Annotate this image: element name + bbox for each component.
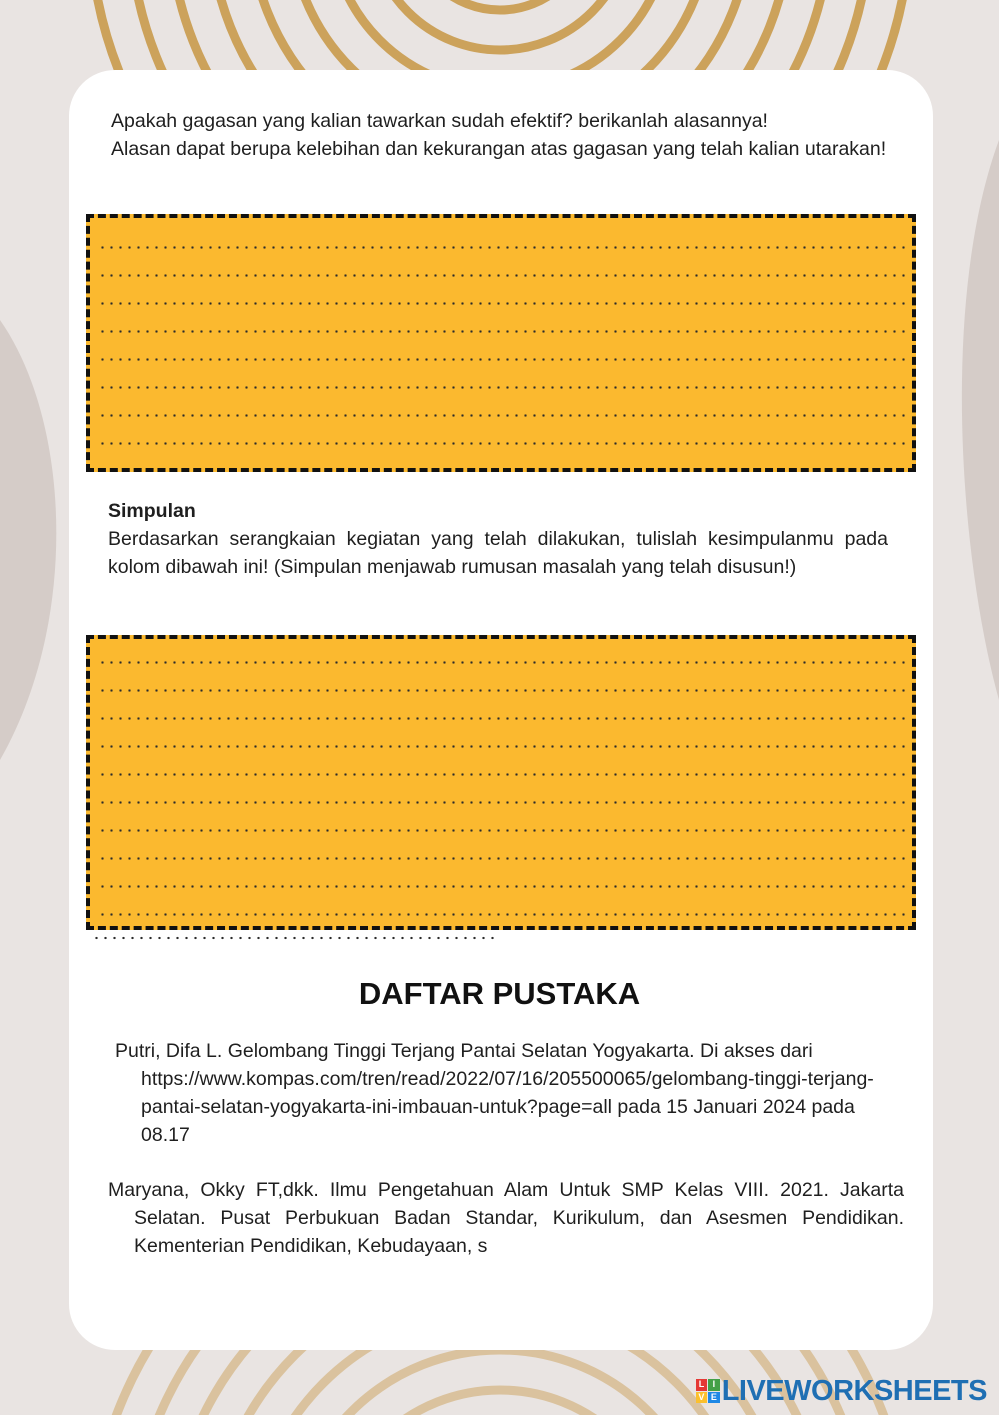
dotted-line [98, 274, 908, 277]
logo-letter: I [708, 1379, 720, 1391]
simpulan-heading: Simpulan [108, 500, 196, 522]
dotted-line [98, 358, 908, 361]
dotted-line [98, 386, 908, 389]
dotted-line [98, 857, 908, 860]
dotted-line [98, 246, 908, 249]
liveworksheets-logo-icon [696, 1379, 720, 1403]
dotted-line [98, 913, 908, 916]
bibliography-entry: Maryana, Okky FT,dkk. Ilmu Pengetahuan Alam Untuk SMP Kelas VIII. 2021. Jakarta Selatan. Pusat Perbukuan Badan Standar, Kurikulum, dan Asesmen Pendidikan. Kementerian Pendidikan, Kebudayaan, s [108, 1179, 904, 1257]
logo-letter: E [708, 1392, 720, 1404]
logo-letter: V [696, 1392, 708, 1404]
dotted-line [98, 801, 908, 804]
simpulan-instructions: Berdasarkan serangkaian kegiatan yang telah dilakukan, tulislah kesimpulanmu pada kolom dibawah ini! (Simpulan menjawab rumusan masalah yang telah disusun!) [108, 528, 888, 578]
dotted-line [98, 330, 908, 333]
dotted-line [98, 414, 908, 417]
dotted-line [98, 442, 908, 445]
dotted-line [98, 689, 908, 692]
question-line-1: Apakah gagasan yang kalian tawarkan sudah efektif? berikanlah alasannya! [111, 110, 768, 132]
liveworksheets-brand[interactable] [696, 1377, 987, 1405]
answer-box-simpulan[interactable] [86, 635, 916, 930]
dotted-line [98, 661, 908, 664]
dotted-line [98, 885, 908, 888]
question-line-2: Alasan dapat berupa kelebihan dan kekurangan atas gagasan yang telah kalian utarakan! [111, 137, 887, 160]
dotted-line [98, 829, 908, 832]
dotted-line [98, 717, 908, 720]
question-text [111, 108, 891, 163]
dotted-line [98, 745, 908, 748]
brand-text: LIVEWORKSHEETS [721, 1375, 987, 1407]
dotted-line-tail [92, 936, 494, 940]
dotted-line [98, 302, 908, 305]
logo-letter: L [696, 1379, 708, 1391]
bibliography-title: DAFTAR PUSTAKA [358, 976, 641, 1011]
answer-box-reason[interactable] [86, 214, 916, 472]
dotted-line [98, 773, 908, 776]
bibliography-entry: Putri, Difa L. Gelombang Tinggi Terjang Pantai Selatan Yogyakarta. Di akses dari https://www.kompas.com/tren/read/2022/07/16/205500065/gelombang-tinggi-terjang-pantai-selatan-yogyakarta-ini-imbauan-untuk?page=all pada 15 Januari 2024 pada 08.17 [115, 1040, 874, 1146]
